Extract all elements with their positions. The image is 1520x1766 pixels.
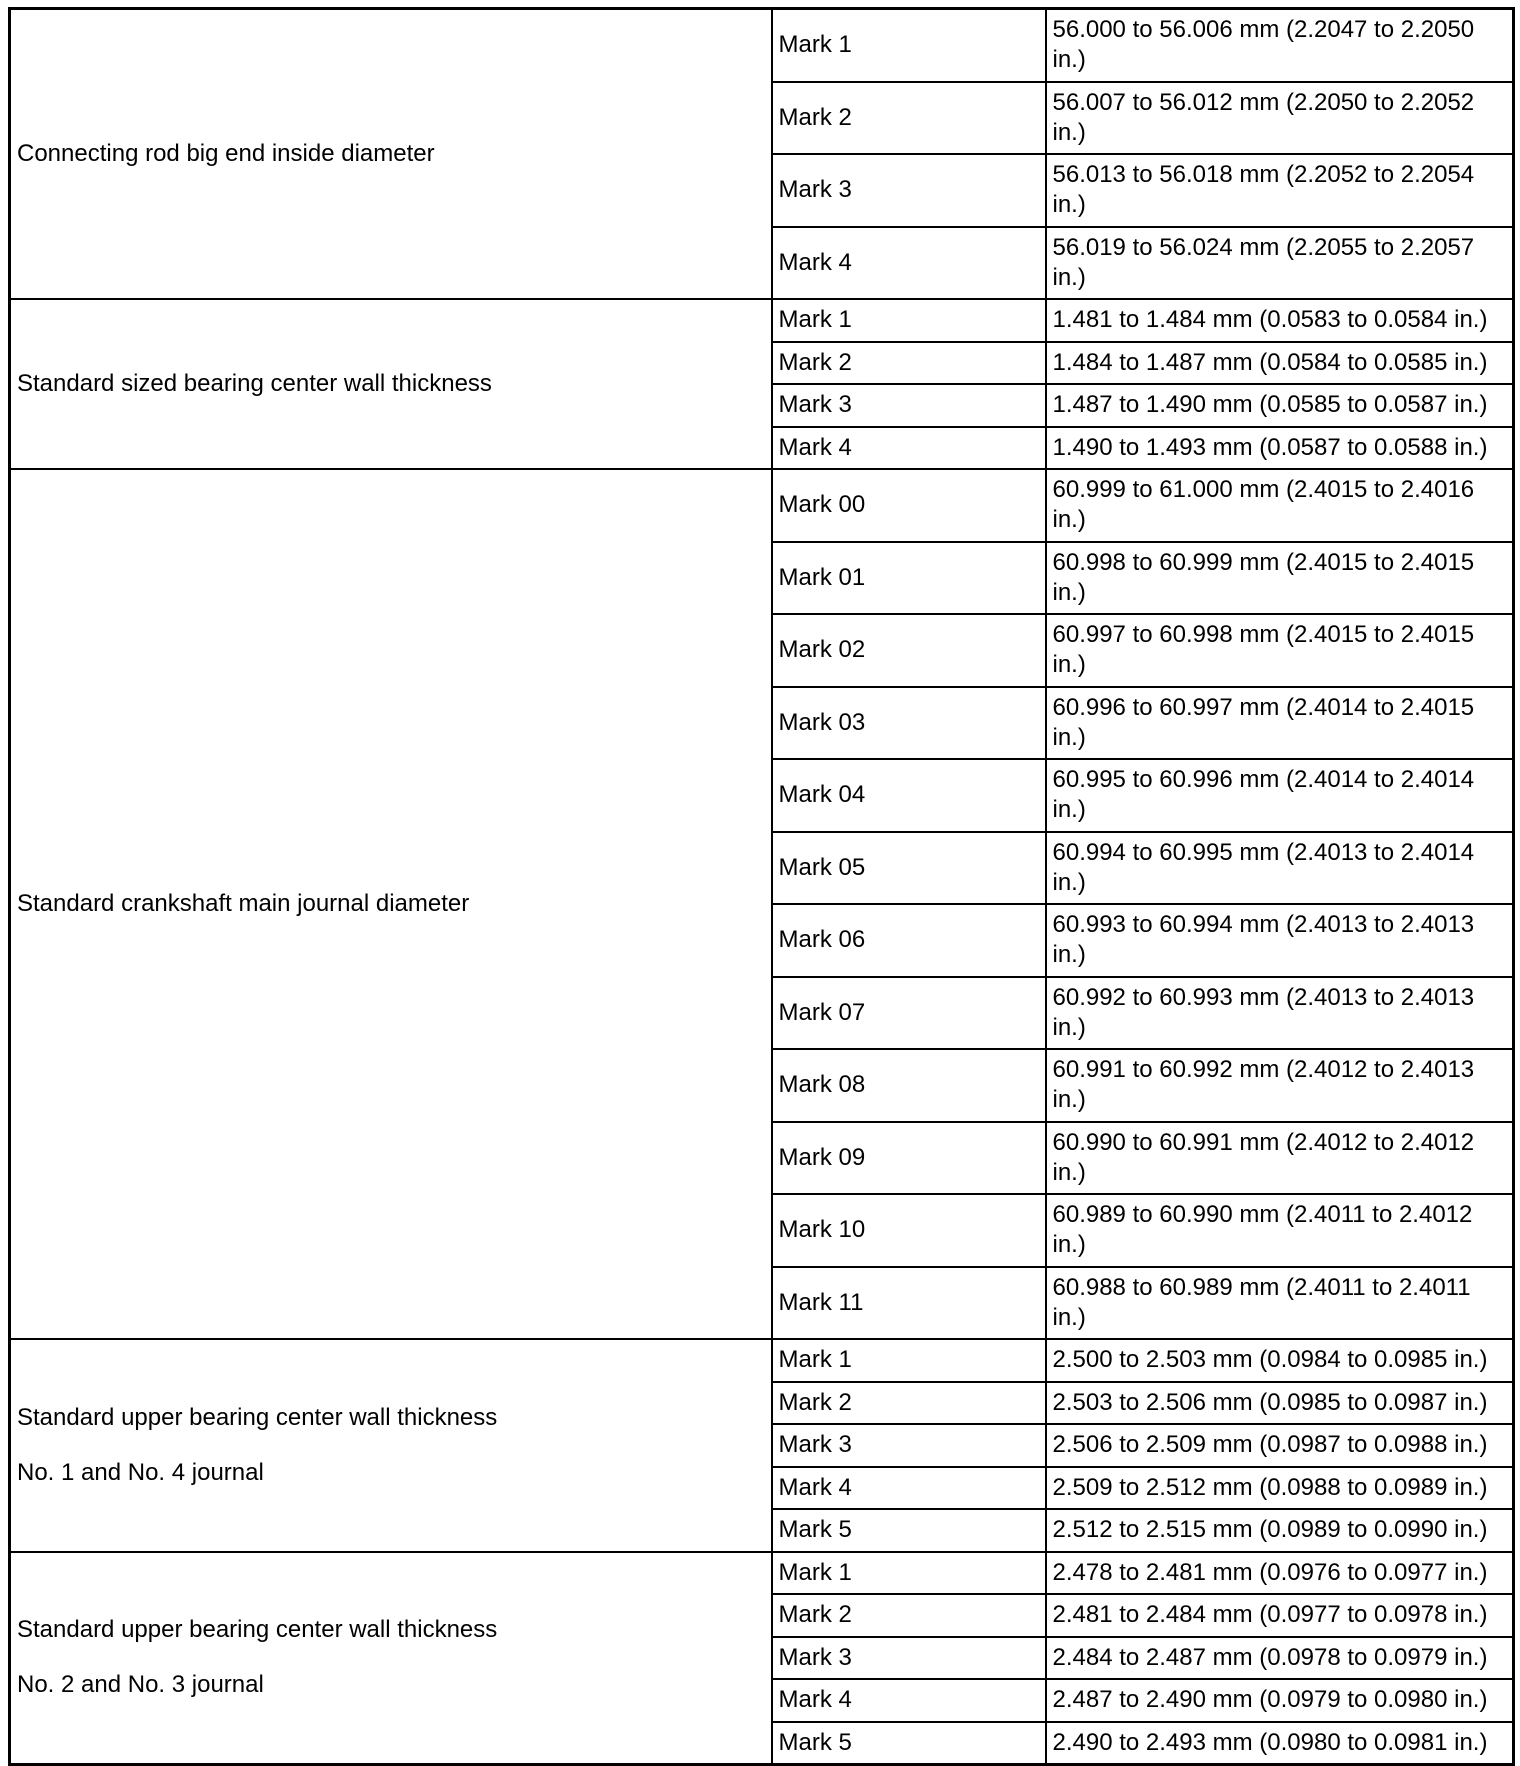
mark-cell: Mark 5 bbox=[772, 1722, 1046, 1765]
table-row bbox=[10, 9, 1514, 82]
value-cell: 56.007 to 56.012 mm (2.2050 to 2.2052 in.) bbox=[1046, 82, 1514, 155]
value-cell: 60.996 to 60.997 mm (2.4014 to 2.4015 in.) bbox=[1046, 687, 1514, 760]
specification-table-body bbox=[10, 9, 1514, 1765]
parameter-label: Standard upper bearing center wall thickness bbox=[17, 1403, 498, 1431]
value-cell: 2.506 to 2.509 mm (0.0987 to 0.0988 in.) bbox=[1046, 1424, 1514, 1467]
mark-cell: Mark 1 bbox=[772, 1552, 1046, 1595]
parameter-cell bbox=[10, 1339, 772, 1552]
mark-cell: Mark 09 bbox=[772, 1122, 1046, 1195]
mark-cell: Mark 4 bbox=[772, 1467, 1046, 1510]
parameter-label: No. 1 and No. 4 journal bbox=[17, 1458, 264, 1486]
value-cell: 60.991 to 60.992 mm (2.4012 to 2.4013 in.) bbox=[1046, 1049, 1514, 1122]
table-row bbox=[10, 299, 1514, 342]
mark-cell: Mark 4 bbox=[772, 1679, 1046, 1722]
mark-cell: Mark 04 bbox=[772, 759, 1046, 832]
value-cell: 1.481 to 1.484 mm (0.0583 to 0.0584 in.) bbox=[1046, 299, 1514, 342]
value-cell: 60.992 to 60.993 mm (2.4013 to 2.4013 in.) bbox=[1046, 977, 1514, 1050]
value-cell: 56.000 to 56.006 mm (2.2047 to 2.2050 in.) bbox=[1046, 9, 1514, 82]
value-cell: 2.503 to 2.506 mm (0.0985 to 0.0987 in.) bbox=[1046, 1382, 1514, 1425]
mark-cell: Mark 08 bbox=[772, 1049, 1046, 1122]
mark-cell: Mark 05 bbox=[772, 832, 1046, 905]
parameter-cell bbox=[10, 299, 772, 469]
parameter-label: Connecting rod big end inside diameter bbox=[17, 140, 435, 167]
parameter-label: Standard sized bearing center wall thickness bbox=[17, 370, 492, 397]
value-cell: 60.994 to 60.995 mm (2.4013 to 2.4014 in.) bbox=[1046, 832, 1514, 905]
parameter-label: Standard upper bearing center wall thickness bbox=[17, 1616, 498, 1644]
value-cell: 60.989 to 60.990 mm (2.4011 to 2.4012 in.) bbox=[1046, 1194, 1514, 1267]
mark-cell: Mark 2 bbox=[772, 1594, 1046, 1637]
mark-cell: Mark 2 bbox=[772, 1382, 1046, 1425]
value-cell: 2.512 to 2.515 mm (0.0989 to 0.0990 in.) bbox=[1046, 1509, 1514, 1552]
mark-cell: Mark 02 bbox=[772, 614, 1046, 687]
value-cell: 2.478 to 2.481 mm (0.0976 to 0.0977 in.) bbox=[1046, 1552, 1514, 1595]
mark-cell: Mark 07 bbox=[772, 977, 1046, 1050]
value-cell: 60.995 to 60.996 mm (2.4014 to 2.4014 in.) bbox=[1046, 759, 1514, 832]
mark-cell: Mark 06 bbox=[772, 904, 1046, 977]
mark-cell: Mark 4 bbox=[772, 227, 1046, 300]
table-row bbox=[10, 1339, 1514, 1382]
value-cell: 56.019 to 56.024 mm (2.2055 to 2.2057 in.) bbox=[1046, 227, 1514, 300]
mark-cell: Mark 3 bbox=[772, 384, 1046, 427]
value-cell: 2.500 to 2.503 mm (0.0984 to 0.0985 in.) bbox=[1046, 1339, 1514, 1382]
mark-cell: Mark 4 bbox=[772, 427, 1046, 470]
value-cell: 60.999 to 61.000 mm (2.4015 to 2.4016 in.) bbox=[1046, 469, 1514, 542]
mark-cell: Mark 11 bbox=[772, 1267, 1046, 1340]
mark-cell: Mark 03 bbox=[772, 687, 1046, 760]
mark-cell: Mark 1 bbox=[772, 1339, 1046, 1382]
value-cell: 60.993 to 60.994 mm (2.4013 to 2.4013 in.) bbox=[1046, 904, 1514, 977]
mark-cell: Mark 3 bbox=[772, 154, 1046, 227]
value-cell: 2.490 to 2.493 mm (0.0980 to 0.0981 in.) bbox=[1046, 1722, 1514, 1765]
parameter-cell bbox=[10, 9, 772, 300]
table-row bbox=[10, 469, 1514, 542]
value-cell: 1.490 to 1.493 mm (0.0587 to 0.0588 in.) bbox=[1046, 427, 1514, 470]
value-cell: 2.484 to 2.487 mm (0.0978 to 0.0979 in.) bbox=[1046, 1637, 1514, 1680]
parameter-label: No. 2 and No. 3 journal bbox=[17, 1671, 264, 1699]
value-cell: 56.013 to 56.018 mm (2.2052 to 2.2054 in.) bbox=[1046, 154, 1514, 227]
mark-cell: Mark 3 bbox=[772, 1637, 1046, 1680]
table-row bbox=[10, 1552, 1514, 1595]
value-cell: 60.998 to 60.999 mm (2.4015 to 2.4015 in.) bbox=[1046, 542, 1514, 615]
value-cell: 1.487 to 1.490 mm (0.0585 to 0.0587 in.) bbox=[1046, 384, 1514, 427]
value-cell: 1.484 to 1.487 mm (0.0584 to 0.0585 in.) bbox=[1046, 342, 1514, 385]
value-cell: 2.487 to 2.490 mm (0.0979 to 0.0980 in.) bbox=[1046, 1679, 1514, 1722]
mark-cell: Mark 10 bbox=[772, 1194, 1046, 1267]
mark-cell: Mark 5 bbox=[772, 1509, 1046, 1552]
value-cell: 60.990 to 60.991 mm (2.4012 to 2.4012 in.) bbox=[1046, 1122, 1514, 1195]
mark-cell: Mark 1 bbox=[772, 299, 1046, 342]
specification-table bbox=[8, 7, 1515, 1766]
value-cell: 2.509 to 2.512 mm (0.0988 to 0.0989 in.) bbox=[1046, 1467, 1514, 1510]
parameter-cell bbox=[10, 469, 772, 1339]
mark-cell: Mark 00 bbox=[772, 469, 1046, 542]
parameter-label: Standard crankshaft main journal diameter bbox=[17, 890, 470, 917]
value-cell: 60.997 to 60.998 mm (2.4015 to 2.4015 in.) bbox=[1046, 614, 1514, 687]
mark-cell: Mark 1 bbox=[772, 9, 1046, 82]
mark-cell: Mark 2 bbox=[772, 342, 1046, 385]
value-cell: 2.481 to 2.484 mm (0.0977 to 0.0978 in.) bbox=[1046, 1594, 1514, 1637]
mark-cell: Mark 2 bbox=[772, 82, 1046, 155]
value-cell: 60.988 to 60.989 mm (2.4011 to 2.4011 in.) bbox=[1046, 1267, 1514, 1340]
mark-cell: Mark 01 bbox=[772, 542, 1046, 615]
parameter-cell bbox=[10, 1552, 772, 1765]
mark-cell: Mark 3 bbox=[772, 1424, 1046, 1467]
